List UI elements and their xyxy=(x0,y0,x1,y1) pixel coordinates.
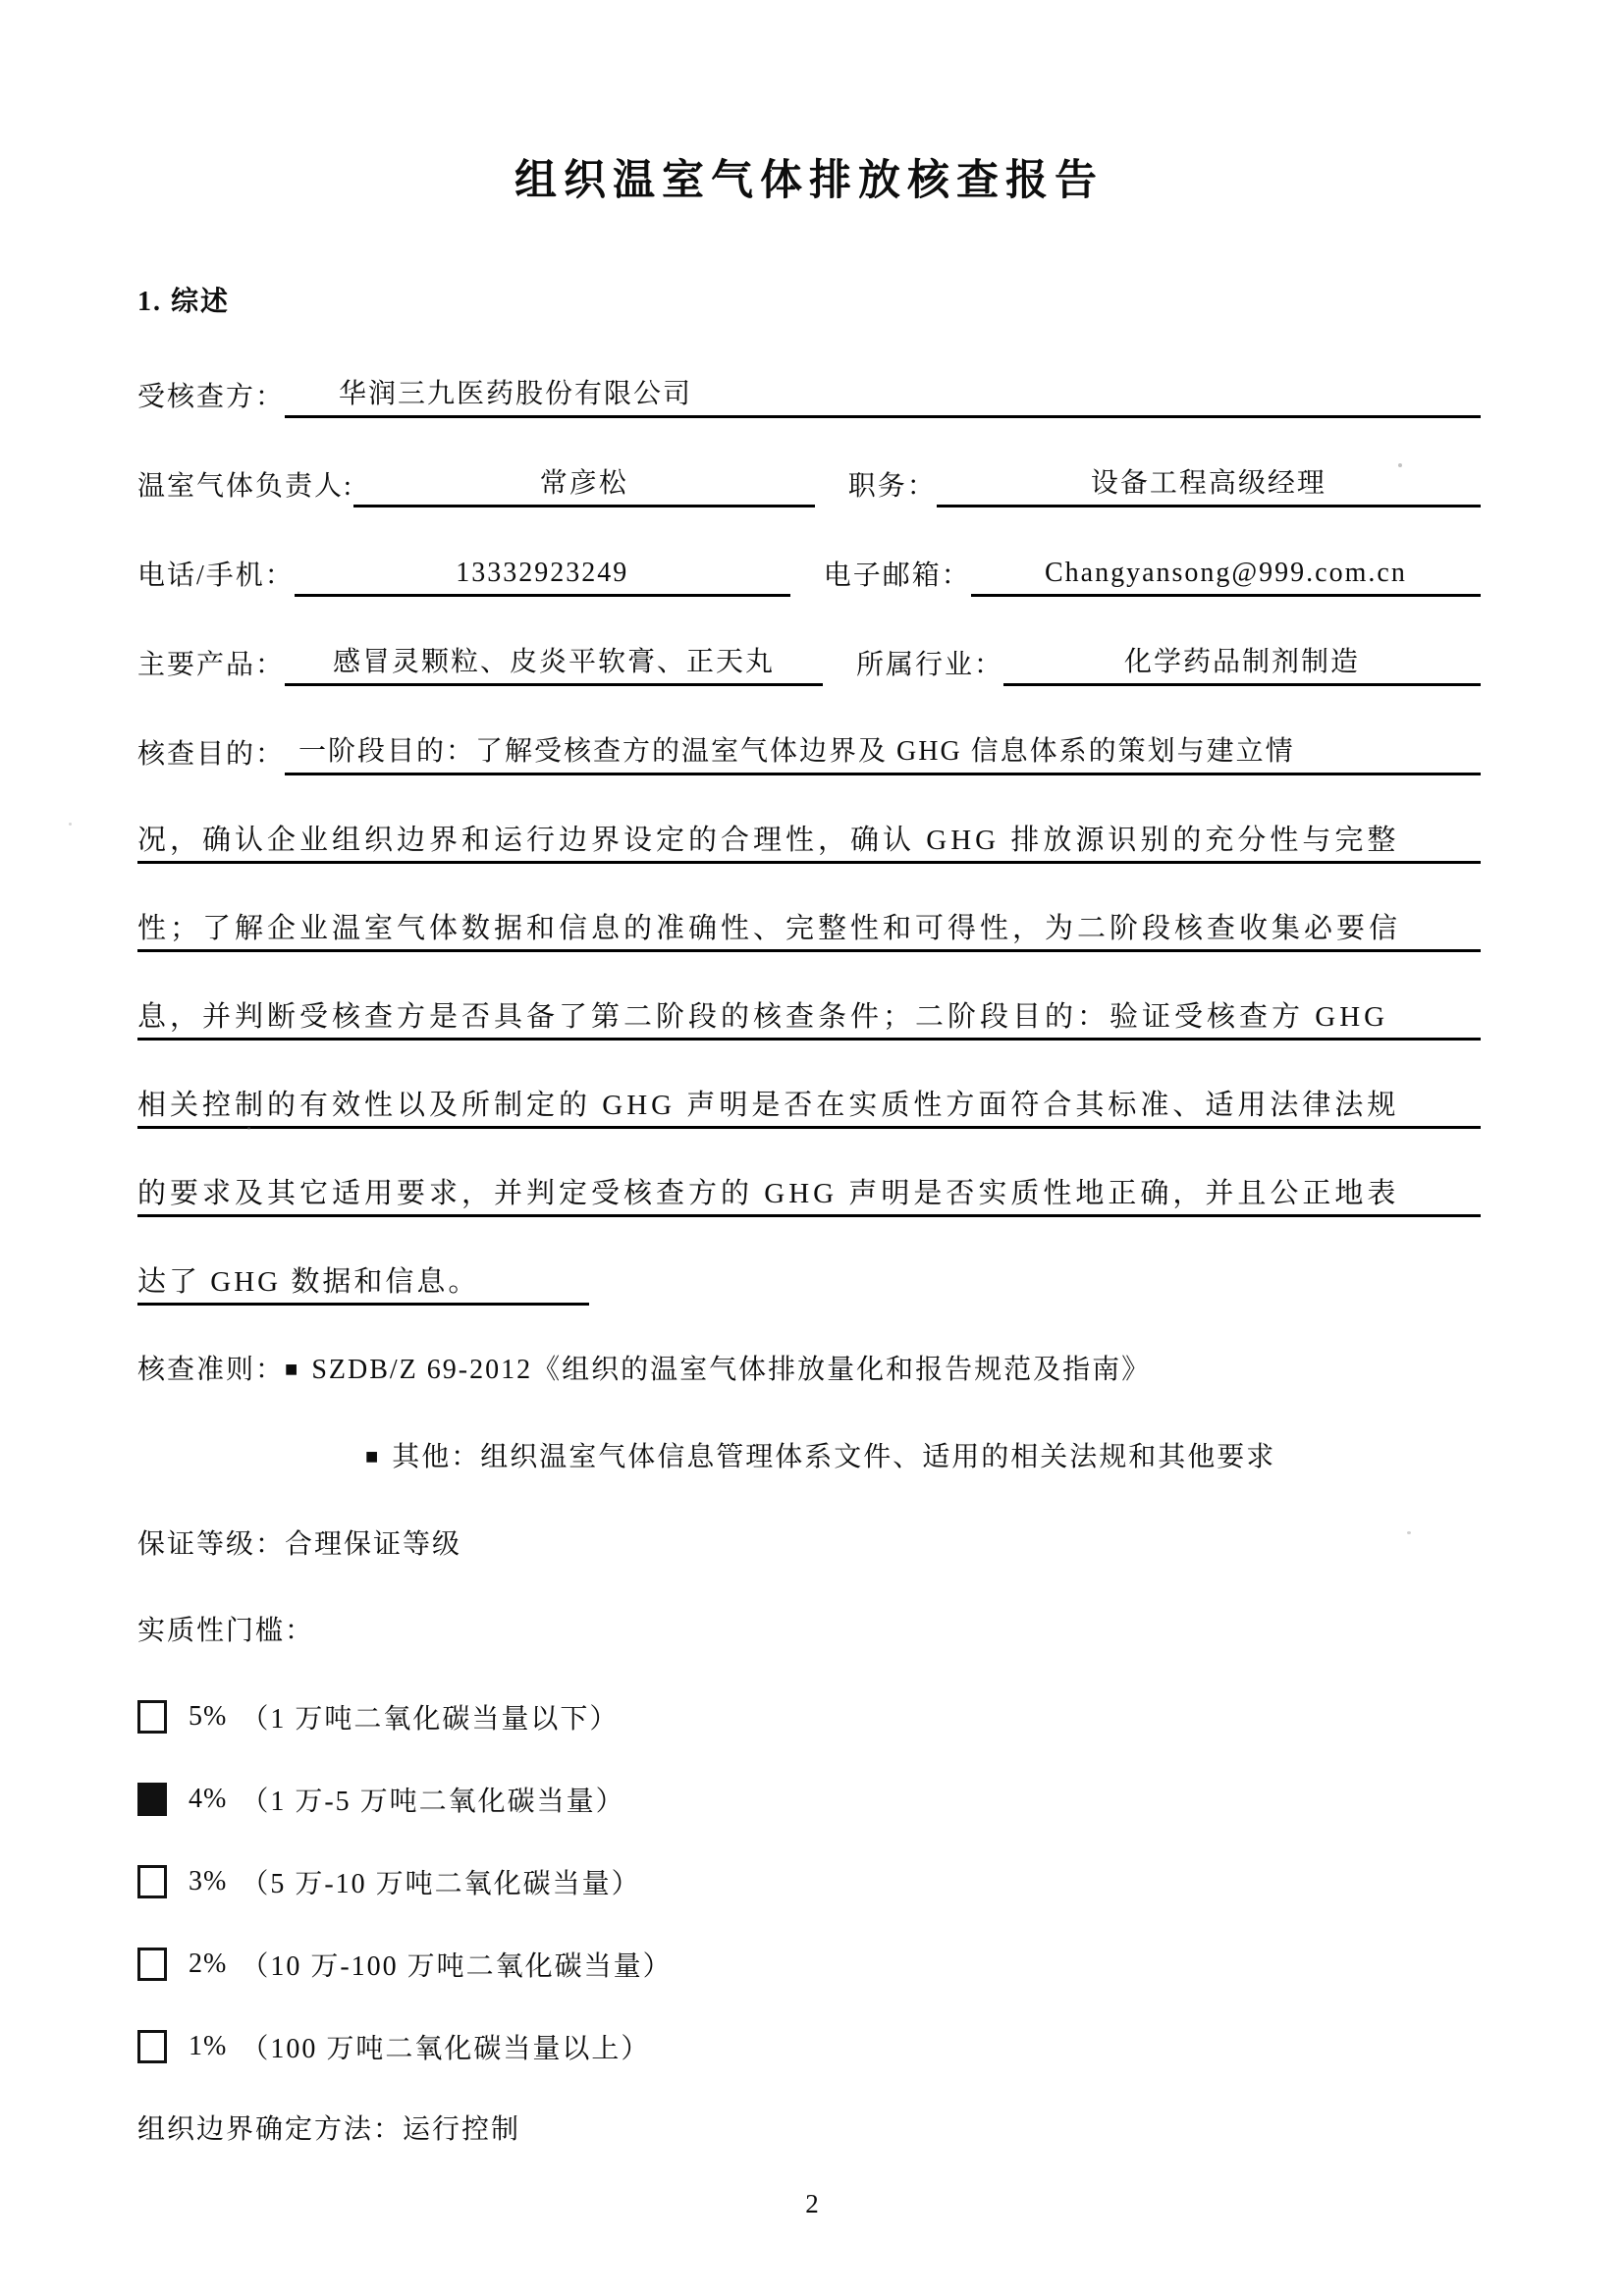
filled-square-bullet-icon: ■ xyxy=(365,1444,381,1468)
products-value: 感冒灵颗粒、皮炎平软膏、正天丸 xyxy=(333,647,776,677)
jobtitle-label: 职务： xyxy=(847,471,937,502)
checkbox-unchecked-icon xyxy=(137,1948,167,1981)
checkbox-unchecked-icon xyxy=(137,1700,167,1734)
checkbox-checked-icon xyxy=(137,1783,167,1816)
option-desc: （1 万-5 万吨二氧化碳当量） xyxy=(241,1787,625,1817)
option-percent: 3% xyxy=(189,1866,228,1896)
option-desc: （100 万吨二氧化碳当量以上） xyxy=(241,2034,651,2064)
assurance-value: 合理保证等级 xyxy=(285,1529,462,1560)
criteria-row-2 xyxy=(137,1437,1481,1479)
industry-value: 化学药品制剂制造 xyxy=(1124,647,1361,677)
auditee-field xyxy=(285,374,1481,418)
scan-speck xyxy=(247,1127,250,1130)
scan-speck xyxy=(1398,463,1402,467)
boundary-row xyxy=(137,2109,1481,2151)
materiality-option xyxy=(137,1862,1481,1901)
jobtitle-value: 设备工程高级经理 xyxy=(1090,468,1326,499)
boundary-label: 组织边界确定方法： xyxy=(137,2114,404,2145)
phone-row xyxy=(137,553,1481,597)
criteria-item-2: 其他：组织温室气体信息管理体系文件、适用的相关法规和其他要求 xyxy=(392,1442,1276,1472)
option-desc: （10 万-100 万吨二氧化碳当量） xyxy=(241,1951,673,1982)
assurance-row xyxy=(137,1524,1481,1566)
option-desc: （1 万吨二氧化碳当量以下） xyxy=(241,1704,620,1735)
purpose-row xyxy=(137,731,1481,775)
option-percent: 5% xyxy=(189,1701,228,1732)
materiality-option xyxy=(137,1697,1481,1736)
assurance-label: 保证等级： xyxy=(137,1529,286,1560)
page-title: 组织温室气体排放核查报告 xyxy=(514,158,1104,204)
criteria-label: 核查准则： xyxy=(137,1355,286,1385)
purpose-line-2: 况，确认企业组织边界和运行边界设定的合理性，确认 GHG 排放源识别的充分性与完整 xyxy=(137,820,1481,864)
purpose-line-5: 相关控制的有效性以及所制定的 GHG 声明是否在实质性方面符合其标准、适用法律法规 xyxy=(137,1085,1481,1129)
boundary-value: 运行控制 xyxy=(403,2114,521,2145)
purpose-line-1: 一阶段目的：了解受核查方的温室气体边界及 GHG 信息体系的策划与建立情 xyxy=(285,731,1481,775)
products-field xyxy=(285,642,823,686)
manager-label: 温室气体负责人: xyxy=(137,471,353,502)
filled-square-bullet-icon: ■ xyxy=(285,1357,300,1381)
materiality-option xyxy=(137,1780,1481,1819)
auditee-value: 华润三九医药股份有限公司 xyxy=(339,379,693,409)
option-percent: 2% xyxy=(189,1949,228,1979)
industry-label: 所属行业： xyxy=(856,650,1004,680)
criteria-row-1 xyxy=(137,1350,1481,1392)
manager-row xyxy=(137,463,1481,507)
manager-field xyxy=(353,463,815,507)
email-value: Changyansong@999.com.cn xyxy=(1044,558,1407,588)
purpose-line-6: 的要求及其它适用要求，并判定受核查方的 GHG 声明是否实质性地正确，并且公正地表 xyxy=(137,1173,1481,1217)
scan-speck xyxy=(1407,1531,1411,1534)
email-field xyxy=(971,553,1481,597)
option-percent: 4% xyxy=(189,1784,228,1814)
manager-value: 常彦松 xyxy=(539,468,628,499)
criteria-item-1: SZDB/Z 69-2012《组织的温室气体排放量化和报告规范及指南》 xyxy=(311,1355,1152,1385)
industry-field xyxy=(1003,642,1481,686)
section-heading: 1. 综述 xyxy=(137,287,231,317)
email-label: 电子邮箱： xyxy=(823,561,971,591)
products-label: 主要产品： xyxy=(137,650,286,680)
materiality-option xyxy=(137,1945,1481,1984)
auditee-label: 受核查方： xyxy=(137,382,286,412)
purpose-line-3: 性；了解企业温室气体数据和信息的准确性、完整性和可得性，为二阶段核查收集必要信 xyxy=(137,908,1481,952)
purpose-line-4: 息，并判断受核查方是否具备了第二阶段的核查条件；二阶段目的：验证受核查方 GHG xyxy=(137,996,1481,1041)
scan-speck xyxy=(69,823,72,826)
option-desc: （5 万-10 万吨二氧化碳当量） xyxy=(241,1869,641,1899)
materiality-option xyxy=(137,2027,1481,2066)
phone-value: 13332923249 xyxy=(456,558,629,588)
checkbox-unchecked-icon xyxy=(137,1865,167,1898)
phone-field xyxy=(295,553,790,597)
purpose-line-7: 达了 GHG 数据和信息。 xyxy=(137,1261,589,1306)
checkbox-unchecked-icon xyxy=(137,2030,167,2063)
auditee-row xyxy=(137,374,1481,418)
page-number: 2 xyxy=(805,2189,819,2218)
phone-label: 电话/手机： xyxy=(137,561,295,591)
products-row xyxy=(137,642,1481,686)
materiality-heading: 实质性门槛： xyxy=(137,1616,315,1646)
option-percent: 1% xyxy=(189,2031,228,2061)
jobtitle-field xyxy=(937,463,1481,507)
purpose-label: 核查目的： xyxy=(137,739,286,770)
